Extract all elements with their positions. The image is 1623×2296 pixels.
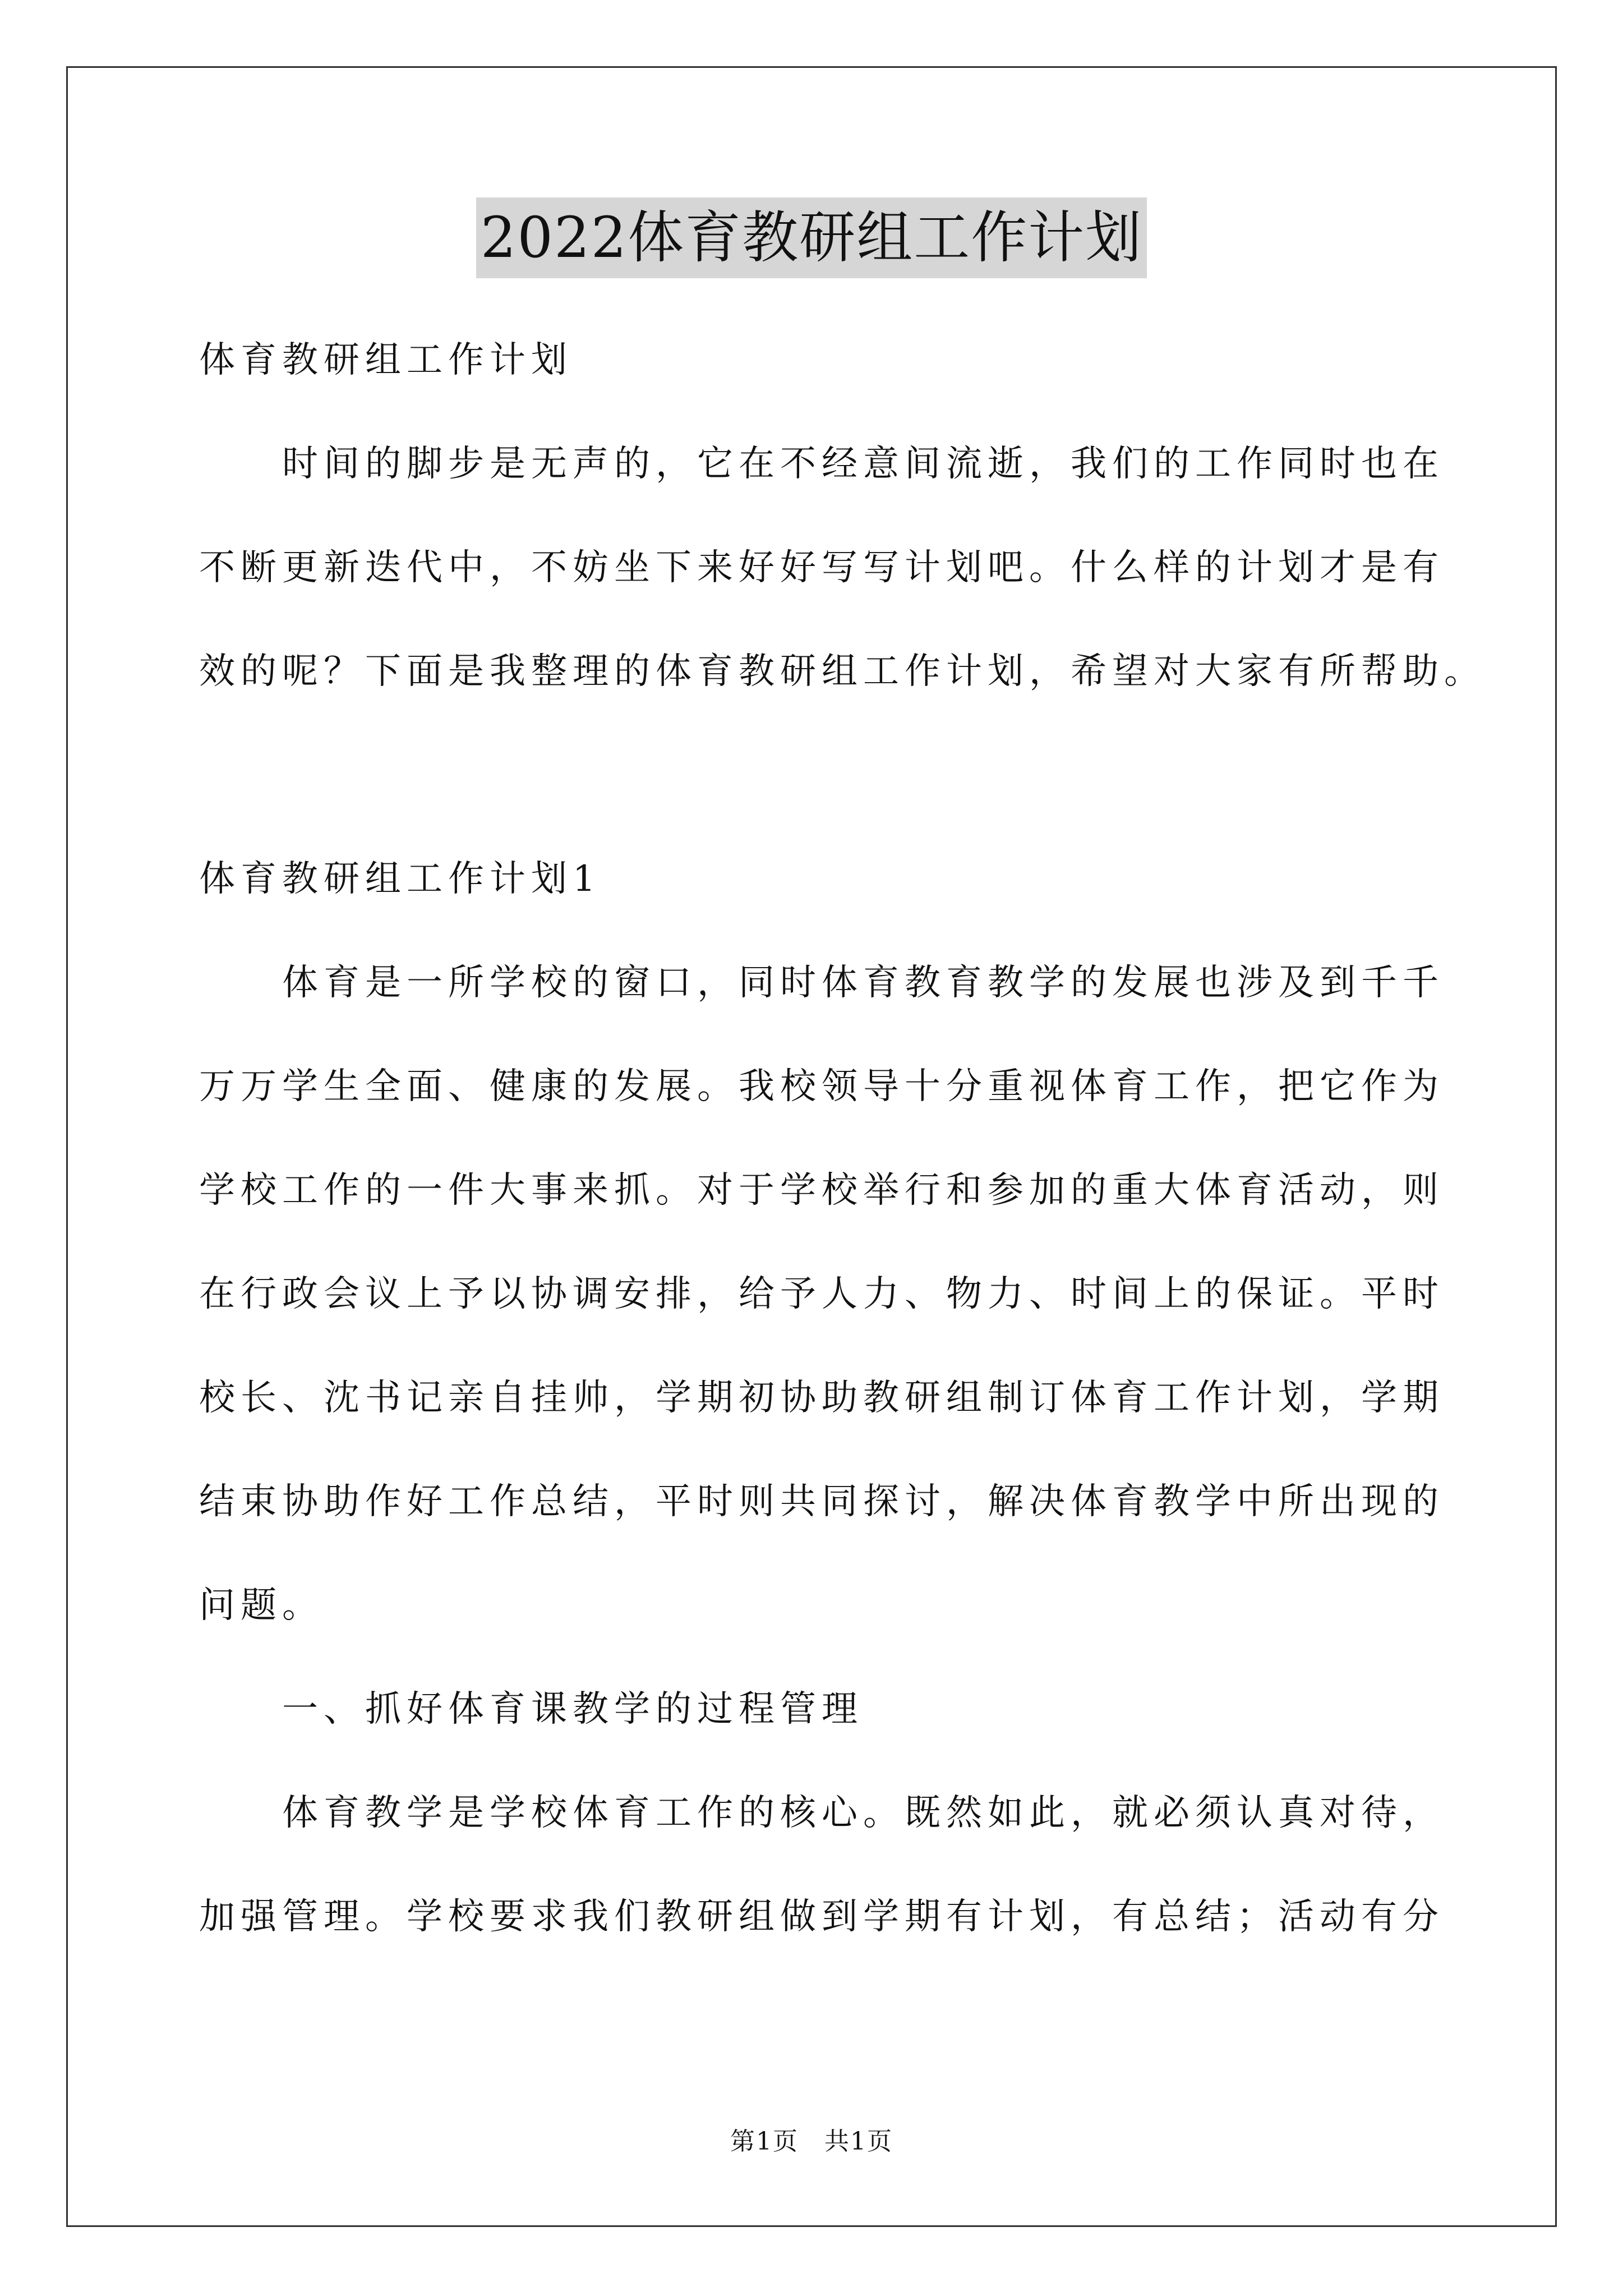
page-footer: 第1页 共1页 (730, 2127, 893, 2156)
paragraph-line: 在行政会议上予以协调安排，给予人力、物力、时间上的保证。平时 (199, 1273, 1444, 1315)
subsection-heading: 一、抓好体育课教学的过程管理 (282, 1688, 863, 1730)
document-body (199, 309, 1486, 1969)
document-title: 2022体育教研组工作计划 (476, 197, 1147, 278)
paragraph-line: 校长、沈书记亲自挂帅，学期初协助教研组制订体育工作计划，学期 (199, 1377, 1444, 1419)
section-heading: 体育教研组工作计划1 (199, 858, 601, 900)
paragraph-line: 问题。 (199, 1585, 324, 1626)
paragraph-line: 时间的脚步是无声的，它在不经意间流逝，我们的工作同时也在 (282, 443, 1444, 485)
title-container (0, 197, 1623, 278)
paragraph-line: 体育教研组工作计划 (199, 339, 573, 381)
paragraph-line: 万万学生全面、健康的发展。我校领导十分重视体育工作，把它作为 (199, 1066, 1444, 1107)
paragraph-line: 结束协助作好工作总结，平时则共同探讨，解决体育教学中所出现的 (199, 1481, 1444, 1522)
paragraph-line: 体育是一所学校的窗口，同时体育教育教学的发展也涉及到千千 (282, 962, 1444, 1004)
paragraph-line: 不断更新迭代中，不妨坐下来好好写写计划吧。什么样的计划才是有 (199, 547, 1444, 588)
paragraph-line: 体育教学是学校体育工作的核心。既然如此，就必须认真对待， (282, 1792, 1444, 1834)
paragraph-line: 学校工作的一件大事来抓。对于学校举行和参加的重大体育活动，则 (199, 1170, 1444, 1211)
blank-line (199, 724, 1433, 827)
paragraph-line: 加强管理。学校要求我们教研组做到学期有计划，有总结；活动有分 (199, 1896, 1444, 1938)
paragraph-line: 效的呢？下面是我整理的体育教研组工作计划，希望对大家有所帮助。 (199, 651, 1486, 692)
